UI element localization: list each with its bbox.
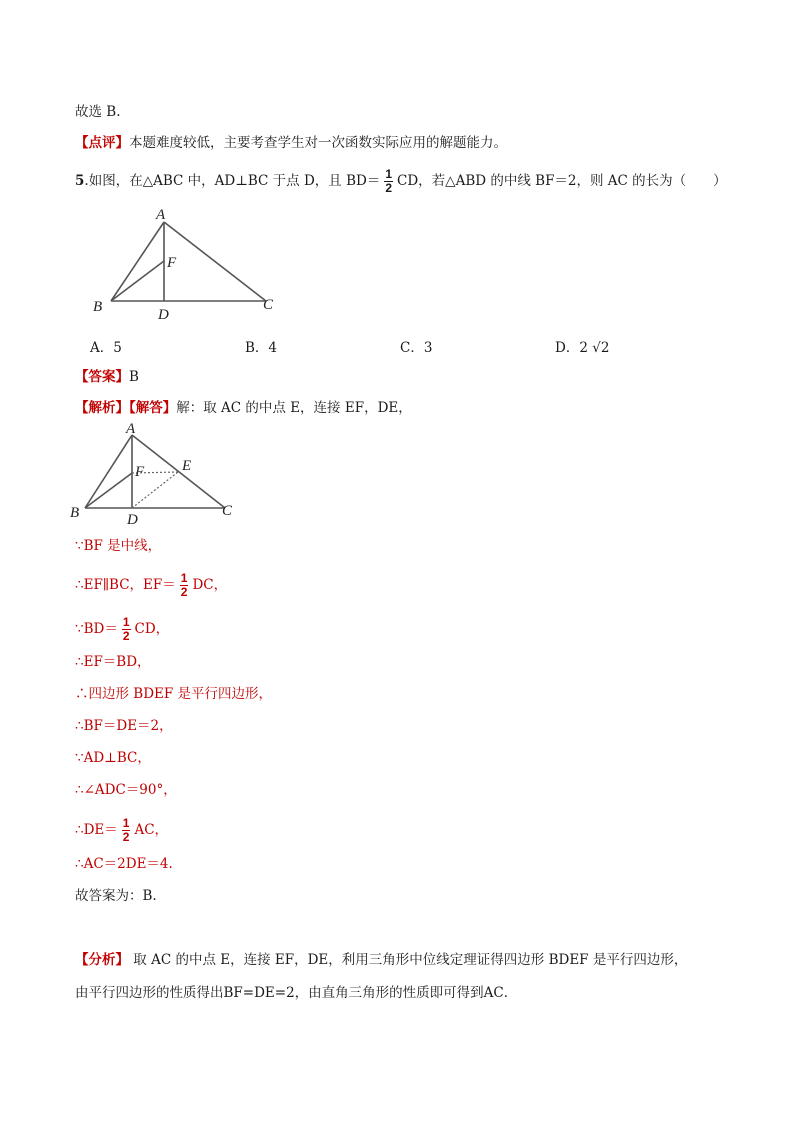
step-10: ∴AC＝2DE＝4. (75, 856, 173, 872)
step-3 (75, 616, 169, 643)
review-text: 本题难度较低，主要考查学生对一次函数实际应用的解题能力。 (129, 135, 507, 151)
step-3-text-b: CD， (134, 621, 170, 637)
solution-conclusion: 故答案为：B. (75, 888, 157, 904)
label-b: B (70, 505, 80, 521)
edge-ab (85, 435, 132, 508)
median-bf (85, 473, 132, 508)
solution-figure (65, 420, 245, 530)
option-d-label: D．2 (555, 340, 588, 356)
fraction-denominator: 2 (122, 629, 130, 643)
step-3-fraction (122, 616, 131, 643)
label-f: F (167, 255, 177, 271)
label-b: B (93, 299, 103, 315)
fraction-numerator: 1 (385, 167, 393, 181)
step-7: ∵AD⊥BC， (75, 750, 151, 766)
solution-intro-line (75, 399, 412, 417)
label-f: F (135, 464, 145, 480)
option-c: C．3 (400, 340, 433, 356)
step-9-text-a: ∴DE＝ (75, 822, 118, 838)
step-2-text-a: ∴EF∥BC，EF＝ (75, 577, 176, 593)
review-tag: 【点评】 (75, 135, 129, 151)
step-3-text-a: ∵BD＝ (75, 621, 118, 637)
label-d: D (127, 512, 138, 528)
step-9-text-b: AC， (134, 822, 169, 838)
fraction-denominator: 2 (180, 585, 188, 599)
step-1: ∵BF 是中线， (75, 538, 162, 554)
analysis-line-1 (75, 951, 687, 969)
analysis-line-2: 由平行四边形的性质得出BF=DE=2，由直角三角形的性质即可得到AC． (75, 985, 518, 1001)
step-9-fraction (122, 817, 131, 844)
edge-ab (111, 222, 164, 301)
edge-ac (164, 222, 266, 301)
review-line (75, 134, 507, 152)
label-a: A (126, 421, 136, 437)
analysis-text-1: 取 AC 的中点 E，连接 EF，DE，利用三角形中位线定理证得四边形 BDEF 是平行四边形， (129, 952, 688, 968)
answer-line (75, 368, 139, 386)
answer-tag: 【答案】 (75, 369, 129, 385)
step-8: ∴∠ADC＝90°， (75, 782, 177, 798)
prev-answer-line: 故选 B. (75, 104, 121, 120)
option-b: B．4 (245, 340, 278, 356)
option-a: A．5 (90, 340, 122, 356)
fraction-numerator: 1 (122, 816, 130, 830)
step-6: ∴BF＝DE＝2， (75, 718, 173, 734)
fraction-numerator: 1 (180, 571, 188, 585)
answer-value: B (129, 369, 139, 385)
step-2-text-b: DC， (192, 577, 228, 593)
median-bf (111, 261, 164, 301)
step-5: ∴四边形 BDEF 是平行四边形， (75, 686, 273, 702)
label-e: E (182, 458, 192, 474)
fraction-denominator: 2 (122, 830, 130, 844)
option-d-radical: √2 (592, 340, 610, 356)
option-d (555, 336, 609, 356)
fraction-numerator: 1 (122, 615, 130, 629)
label-d: D (158, 307, 169, 323)
question-fraction (384, 168, 393, 195)
label-a: A (156, 207, 166, 223)
solution-intro: 解：取 AC 的中点 E，连接 EF，DE， (176, 400, 412, 416)
analysis-tag: 【分析】 (75, 952, 129, 968)
step-2-fraction (180, 572, 189, 599)
label-c: C (263, 297, 274, 313)
step-2 (75, 572, 227, 599)
question-figure (90, 205, 290, 325)
fraction-denominator: 2 (385, 181, 393, 195)
question-number: 5 (75, 173, 85, 189)
question-text-b: CD，若△ABD 的中线 BF＝2，则 AC 的长为（ ） (397, 173, 727, 189)
solution-tag: 【解析】【解答】 (75, 400, 177, 416)
question-line (75, 168, 727, 195)
step-9 (75, 817, 168, 844)
question-text-a: .如图，在△ABC 中，AD⊥BC 于点 D，且 BD＝ (84, 173, 381, 189)
step-4: ∴EF＝BD， (75, 654, 151, 670)
label-c: C (222, 503, 233, 519)
